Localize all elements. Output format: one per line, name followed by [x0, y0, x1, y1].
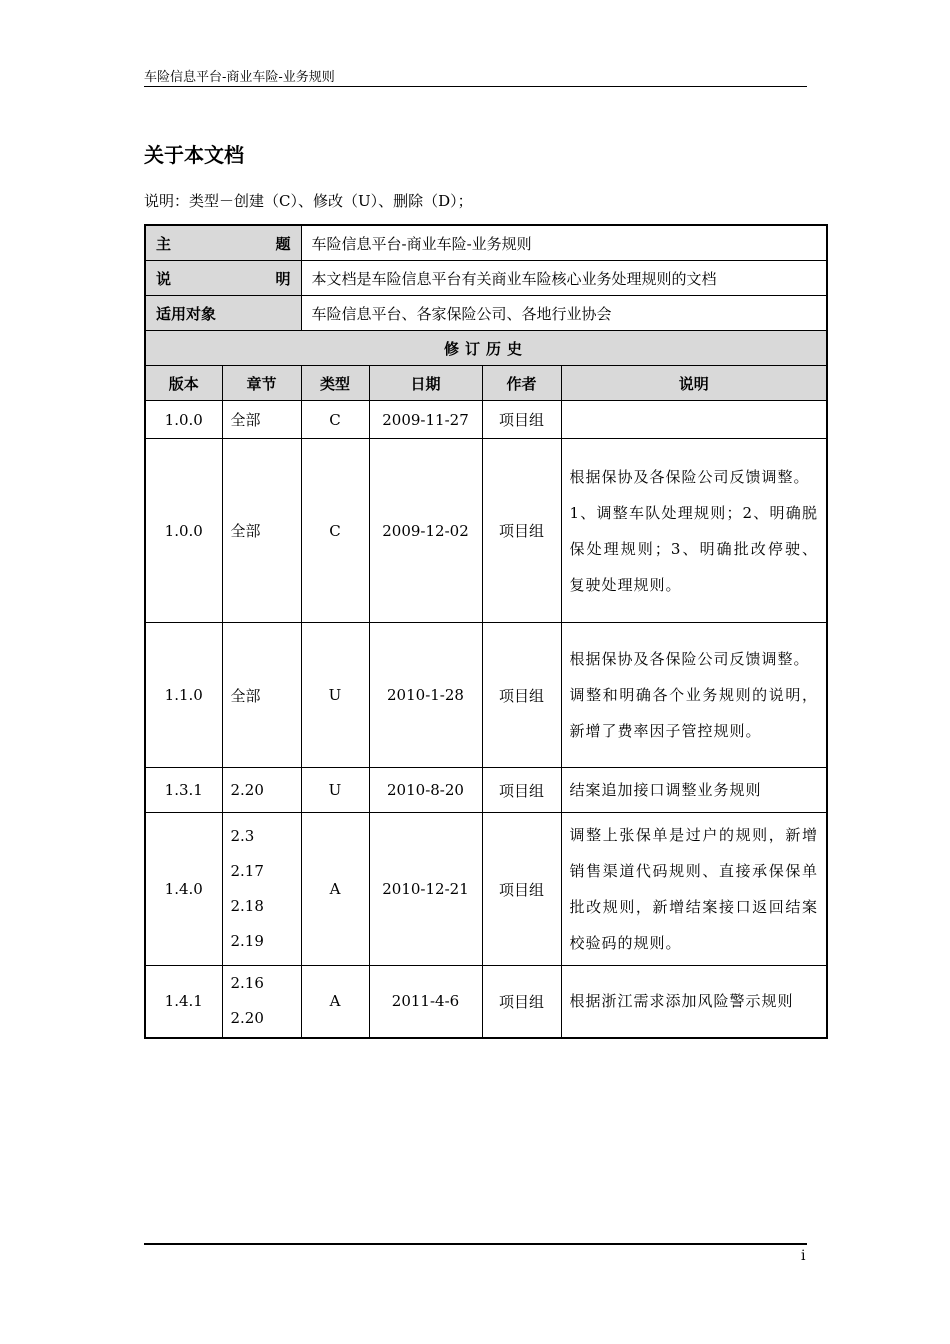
- row-version: 1.4.1: [145, 966, 222, 1038]
- subject-label: 主 题: [145, 225, 301, 261]
- description-value: 本文档是车险信息平台有关商业车险核心业务处理规则的文档: [301, 261, 827, 296]
- row-description: [561, 401, 827, 439]
- col-chapter: 章节: [222, 366, 301, 401]
- row-description: [561, 768, 827, 813]
- history-column-headers: [145, 366, 827, 401]
- row-type: C: [301, 401, 369, 439]
- row-type: C: [301, 439, 369, 623]
- row-chapter: 2.16 2.20: [222, 966, 301, 1038]
- description-line: 调整上张保单是过户的规则，新增销售渠道代码规则、直接承保保单批改规则，新增结案接口返回结案校验码的规则。: [569, 826, 819, 952]
- row-version: 1.0.0: [145, 401, 222, 439]
- row-description: [561, 623, 827, 768]
- col-description: 说明: [561, 366, 827, 401]
- table-row: [145, 623, 827, 768]
- row-description: [561, 966, 827, 1038]
- table-row: [145, 966, 827, 1038]
- description-line: 1、调整车队处理规则；2、明确脱保处理规则；3、明确批改停驶、复驶处理规则。: [569, 503, 819, 594]
- col-date: 日期: [369, 366, 482, 401]
- row-type: U: [301, 768, 369, 813]
- description-line: 调整和明确各个业务规则的说明，新增了费率因子管控规则。: [569, 686, 819, 740]
- row-chapter: 全部: [222, 401, 301, 439]
- row-chapter: 2.3 2.17 2.18 2.19: [222, 813, 301, 966]
- row-author: 项目组: [482, 401, 561, 439]
- row-description: [561, 813, 827, 966]
- type-legend-note: 说明：类型－创建（C）、修改（U）、删除（D）；: [144, 192, 473, 210]
- row-chapter: 全部: [222, 623, 301, 768]
- running-header: 车险信息平台-商业车险-业务规则: [144, 70, 335, 85]
- col-version: 版本: [145, 366, 222, 401]
- col-author: 作者: [482, 366, 561, 401]
- revision-history-heading: 修订历史: [145, 331, 827, 366]
- page-title: 关于本文档: [144, 143, 244, 167]
- row-chapter: 2.20: [222, 768, 301, 813]
- page-number: i: [801, 1248, 806, 1264]
- row-author: 项目组: [482, 439, 561, 623]
- footer-rule: [144, 1243, 807, 1245]
- description-label: 说 明: [145, 261, 301, 296]
- description-line: 结案追加接口调整业务规则: [569, 781, 762, 799]
- row-date: 2009-12-02: [369, 439, 482, 623]
- row-date: 2011-4-6: [369, 966, 482, 1038]
- table-row: [145, 768, 827, 813]
- description-line: 根据浙江需求添加风险警示规则: [569, 992, 794, 1011]
- table-row: [145, 439, 827, 623]
- row-author: 项目组: [482, 966, 561, 1038]
- document-info-table: [144, 224, 828, 1039]
- row-version: 1.1.0: [145, 623, 222, 768]
- row-date: 2010-12-21: [369, 813, 482, 966]
- row-author: 项目组: [482, 813, 561, 966]
- row-author: 项目组: [482, 768, 561, 813]
- row-date: 2010-1-28: [369, 623, 482, 768]
- row-type: U: [301, 623, 369, 768]
- row-chapter: 全部: [222, 439, 301, 623]
- description-line: 根据保协及各保险公司反馈调整。: [569, 650, 810, 668]
- audience-value: 车险信息平台、各家保险公司、各地行业协会: [301, 296, 827, 331]
- row-type: A: [301, 966, 369, 1038]
- description-line: 根据保协及各保险公司反馈调整。: [569, 467, 810, 486]
- row-date: 2009-11-27: [369, 401, 482, 439]
- table-row: [145, 401, 827, 439]
- row-description: [561, 439, 827, 623]
- row-author: 项目组: [482, 623, 561, 768]
- col-type: 类型: [301, 366, 369, 401]
- header-rule: [144, 86, 807, 87]
- row-version: 1.3.1: [145, 768, 222, 813]
- table-row: [145, 813, 827, 966]
- row-type: A: [301, 813, 369, 966]
- subject-value: 车险信息平台-商业车险-业务规则: [301, 225, 827, 261]
- audience-label: 适用对象: [145, 296, 301, 331]
- row-date: 2010-8-20: [369, 768, 482, 813]
- row-version: 1.0.0: [145, 439, 222, 623]
- row-version: 1.4.0: [145, 813, 222, 966]
